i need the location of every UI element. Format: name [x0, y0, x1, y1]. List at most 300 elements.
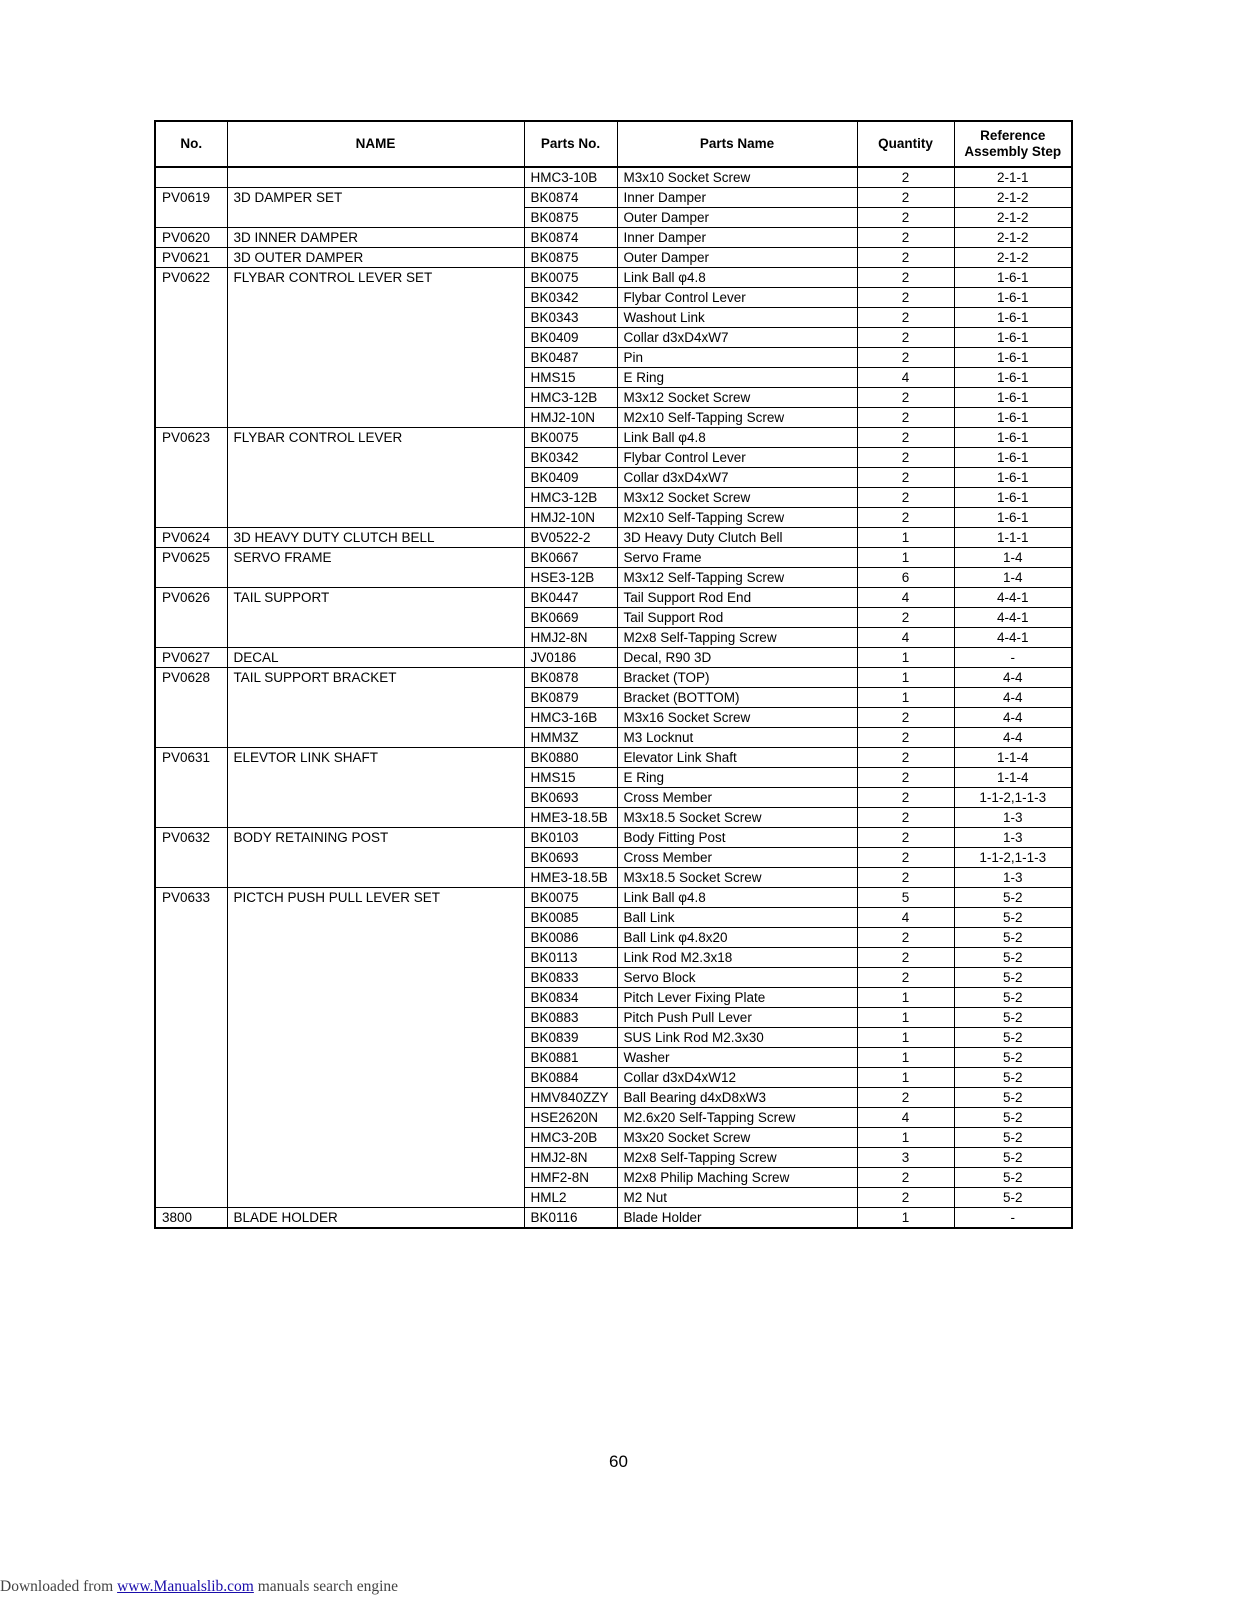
- cell-partno: HMS15: [524, 768, 617, 788]
- cell-partno: BK0880: [524, 748, 617, 768]
- cell-qty: 4: [857, 1108, 954, 1128]
- cell-partname: Link Ball φ4.8: [617, 268, 857, 288]
- cell-ref: 5-2: [954, 1068, 1072, 1088]
- table-row: [155, 808, 1072, 828]
- cell-no: [155, 928, 227, 948]
- cell-name: [227, 1088, 524, 1108]
- cell-qty: 2: [857, 448, 954, 468]
- cell-partno: HMC3-10B: [524, 167, 617, 188]
- table-body: [155, 167, 1072, 1228]
- cell-no: [155, 968, 227, 988]
- cell-name: [227, 388, 524, 408]
- table-row: [155, 228, 1072, 248]
- footer-prefix: Downloaded from: [0, 1578, 118, 1595]
- cell-partname: M3x12 Self-Tapping Screw: [617, 568, 857, 588]
- table-row: [155, 548, 1072, 568]
- cell-ref: 1-3: [954, 868, 1072, 888]
- footer: [0, 1578, 398, 1596]
- table-row: [155, 288, 1072, 308]
- cell-no: [155, 167, 227, 188]
- cell-partno: HME3-18.5B: [524, 808, 617, 828]
- cell-partname: Elevator Link Shaft: [617, 748, 857, 768]
- table-row: [155, 1048, 1072, 1068]
- cell-partname: Link Rod M2.3x18: [617, 948, 857, 968]
- cell-no: PV0633: [155, 888, 227, 908]
- cell-ref: -: [954, 1208, 1072, 1229]
- cell-ref: 1-1-2,1-1-3: [954, 848, 1072, 868]
- cell-no: [155, 1108, 227, 1128]
- cell-partno: BK0116: [524, 1208, 617, 1229]
- cell-qty: 2: [857, 228, 954, 248]
- cell-no: [155, 788, 227, 808]
- cell-name: [227, 468, 524, 488]
- cell-partname: M3x12 Socket Screw: [617, 488, 857, 508]
- cell-no: PV0620: [155, 228, 227, 248]
- cell-ref: 2-1-2: [954, 208, 1072, 228]
- table-row: [155, 348, 1072, 368]
- cell-qty: 5: [857, 888, 954, 908]
- cell-no: [155, 808, 227, 828]
- cell-partname: Blade Holder: [617, 1208, 857, 1229]
- cell-ref: 1-6-1: [954, 428, 1072, 448]
- cell-partno: HML2: [524, 1188, 617, 1208]
- cell-qty: 2: [857, 328, 954, 348]
- cell-partname: Flybar Control Lever: [617, 448, 857, 468]
- table-row: [155, 688, 1072, 708]
- parts-table: [154, 120, 1073, 1229]
- cell-partno: JV0186: [524, 648, 617, 668]
- cell-ref: 1-6-1: [954, 368, 1072, 388]
- cell-no: [155, 488, 227, 508]
- cell-ref: 2-1-2: [954, 248, 1072, 268]
- cell-partname: SUS Link Rod M2.3x30: [617, 1028, 857, 1048]
- cell-name: [227, 808, 524, 828]
- cell-partno: HMC3-12B: [524, 388, 617, 408]
- cell-no: [155, 1148, 227, 1168]
- cell-partno: HMC3-12B: [524, 488, 617, 508]
- cell-qty: 1: [857, 1008, 954, 1028]
- cell-ref: 1-6-1: [954, 268, 1072, 288]
- cell-name: 3D INNER DAMPER: [227, 228, 524, 248]
- cell-no: PV0626: [155, 588, 227, 608]
- cell-partno: BK0884: [524, 1068, 617, 1088]
- table-row: [155, 568, 1072, 588]
- cell-partname: Servo Frame: [617, 548, 857, 568]
- cell-qty: 2: [857, 808, 954, 828]
- cell-partname: M3x10 Socket Screw: [617, 167, 857, 188]
- table-row: [155, 528, 1072, 548]
- cell-no: [155, 448, 227, 468]
- cell-no: [155, 508, 227, 528]
- cell-no: PV0619: [155, 188, 227, 208]
- cell-name: [227, 608, 524, 628]
- cell-qty: 2: [857, 768, 954, 788]
- cell-partno: HMJ2-8N: [524, 1148, 617, 1168]
- cell-name: TAIL SUPPORT BRACKET: [227, 668, 524, 688]
- cell-name: [227, 1068, 524, 1088]
- table-row: [155, 308, 1072, 328]
- cell-ref: 1-3: [954, 828, 1072, 848]
- table-row: [155, 648, 1072, 668]
- cell-ref: 5-2: [954, 1028, 1072, 1048]
- cell-ref: 5-2: [954, 908, 1072, 928]
- table-row: [155, 608, 1072, 628]
- cell-name: [227, 1188, 524, 1208]
- table-row: [155, 328, 1072, 348]
- cell-partname: M2 Nut: [617, 1188, 857, 1208]
- table-row: [155, 828, 1072, 848]
- cell-partno: HMC3-16B: [524, 708, 617, 728]
- cell-qty: 1: [857, 548, 954, 568]
- cell-qty: 1: [857, 988, 954, 1008]
- cell-partno: BK0874: [524, 188, 617, 208]
- manualslib-link[interactable]: www.Manualslib.com: [117, 1578, 254, 1595]
- table-row: [155, 668, 1072, 688]
- cell-no: [155, 628, 227, 648]
- cell-no: [155, 768, 227, 788]
- cell-partno: BK0875: [524, 248, 617, 268]
- cell-ref: 2-1-2: [954, 188, 1072, 208]
- cell-name: BODY RETAINING POST: [227, 828, 524, 848]
- cell-partno: BK0693: [524, 788, 617, 808]
- table-row: [155, 488, 1072, 508]
- cell-no: PV0621: [155, 248, 227, 268]
- cell-no: [155, 1188, 227, 1208]
- cell-name: [227, 1028, 524, 1048]
- cell-no: [155, 328, 227, 348]
- cell-partno: BK0075: [524, 428, 617, 448]
- cell-ref: 1-1-2,1-1-3: [954, 788, 1072, 808]
- table-row: [155, 788, 1072, 808]
- cell-partno: BK0409: [524, 328, 617, 348]
- cell-name: BLADE HOLDER: [227, 1208, 524, 1229]
- cell-ref: 4-4: [954, 708, 1072, 728]
- cell-ref: 5-2: [954, 1148, 1072, 1168]
- cell-ref: 1-1-4: [954, 748, 1072, 768]
- cell-partname: E Ring: [617, 368, 857, 388]
- cell-partno: BK0874: [524, 228, 617, 248]
- cell-ref: 5-2: [954, 948, 1072, 968]
- cell-name: [227, 768, 524, 788]
- cell-qty: 1: [857, 1068, 954, 1088]
- cell-name: 3D DAMPER SET: [227, 188, 524, 208]
- cell-partno: HMF2-8N: [524, 1168, 617, 1188]
- cell-partno: HSE2620N: [524, 1108, 617, 1128]
- cell-partno: BK0881: [524, 1048, 617, 1068]
- cell-qty: 2: [857, 508, 954, 528]
- cell-no: [155, 348, 227, 368]
- cell-no: [155, 388, 227, 408]
- cell-partname: Link Ball φ4.8: [617, 888, 857, 908]
- cell-name: [227, 348, 524, 368]
- cell-qty: 2: [857, 1168, 954, 1188]
- cell-no: PV0623: [155, 428, 227, 448]
- cell-qty: 1: [857, 668, 954, 688]
- cell-qty: 2: [857, 848, 954, 868]
- cell-name: DECAL: [227, 648, 524, 668]
- cell-qty: 2: [857, 268, 954, 288]
- cell-name: FLYBAR CONTROL LEVER SET: [227, 268, 524, 288]
- cell-no: PV0632: [155, 828, 227, 848]
- cell-partno: BK0409: [524, 468, 617, 488]
- cell-ref: 1-6-1: [954, 308, 1072, 328]
- cell-name: [227, 628, 524, 648]
- cell-name: [227, 728, 524, 748]
- cell-partname: Tail Support Rod: [617, 608, 857, 628]
- cell-qty: 2: [857, 608, 954, 628]
- cell-partname: M2x8 Self-Tapping Screw: [617, 1148, 857, 1168]
- cell-ref: 1-6-1: [954, 508, 1072, 528]
- table-row: [155, 768, 1072, 788]
- cell-partno: HMJ2-10N: [524, 408, 617, 428]
- cell-no: [155, 608, 227, 628]
- cell-ref: 1-6-1: [954, 448, 1072, 468]
- table-row: [155, 988, 1072, 1008]
- cell-partname: Bracket (BOTTOM): [617, 688, 857, 708]
- cell-name: [227, 1128, 524, 1148]
- cell-partname: Servo Block: [617, 968, 857, 988]
- cell-partno: HMC3-20B: [524, 1128, 617, 1148]
- table-row: [155, 188, 1072, 208]
- cell-partname: M3x18.5 Socket Screw: [617, 808, 857, 828]
- cell-no: PV0631: [155, 748, 227, 768]
- cell-qty: 1: [857, 648, 954, 668]
- table-row: [155, 468, 1072, 488]
- cell-partname: Flybar Control Lever: [617, 288, 857, 308]
- cell-ref: 5-2: [954, 1168, 1072, 1188]
- table-row: [155, 1128, 1072, 1148]
- cell-ref: 1-6-1: [954, 328, 1072, 348]
- cell-qty: 2: [857, 968, 954, 988]
- table-row: [155, 1168, 1072, 1188]
- table-row: [155, 1008, 1072, 1028]
- cell-partno: BK0085: [524, 908, 617, 928]
- header-quantity: Quantity: [857, 121, 954, 167]
- cell-no: [155, 848, 227, 868]
- cell-partname: E Ring: [617, 768, 857, 788]
- cell-name: [227, 288, 524, 308]
- cell-partname: M2x8 Philip Maching Screw: [617, 1168, 857, 1188]
- cell-ref: 1-6-1: [954, 348, 1072, 368]
- cell-qty: 2: [857, 1188, 954, 1208]
- table-row: [155, 908, 1072, 928]
- table-row: [155, 1188, 1072, 1208]
- footer-suffix: manuals search engine: [253, 1578, 399, 1595]
- cell-partno: BK0342: [524, 288, 617, 308]
- cell-partno: HMJ2-8N: [524, 628, 617, 648]
- cell-ref: 5-2: [954, 1008, 1072, 1028]
- cell-no: [155, 1128, 227, 1148]
- cell-name: [227, 708, 524, 728]
- cell-partname: Decal, R90 3D: [617, 648, 857, 668]
- header-reference-line1: Reference: [980, 128, 1046, 143]
- cell-partno: BK0669: [524, 608, 617, 628]
- cell-partname: M3x18.5 Socket Screw: [617, 868, 857, 888]
- cell-partno: BK0342: [524, 448, 617, 468]
- cell-partname: Collar d3xD4xW7: [617, 328, 857, 348]
- cell-partno: BK0693: [524, 848, 617, 868]
- cell-qty: 2: [857, 788, 954, 808]
- table-row: [155, 628, 1072, 648]
- cell-name: FLYBAR CONTROL LEVER: [227, 428, 524, 448]
- cell-partname: Body Fitting Post: [617, 828, 857, 848]
- cell-partname: M3x12 Socket Screw: [617, 388, 857, 408]
- cell-ref: 4-4: [954, 668, 1072, 688]
- cell-partno: HSE3-12B: [524, 568, 617, 588]
- cell-qty: 4: [857, 908, 954, 928]
- cell-partno: BK0834: [524, 988, 617, 1008]
- cell-partno: HME3-18.5B: [524, 868, 617, 888]
- cell-ref: 4-4-1: [954, 588, 1072, 608]
- table-row: [155, 748, 1072, 768]
- cell-no: [155, 288, 227, 308]
- cell-partname: Outer Damper: [617, 208, 857, 228]
- cell-partname: Cross Member: [617, 848, 857, 868]
- cell-ref: -: [954, 648, 1072, 668]
- cell-no: [155, 1028, 227, 1048]
- cell-partname: M2.6x20 Self-Tapping Screw: [617, 1108, 857, 1128]
- table-row: [155, 868, 1072, 888]
- cell-no: [155, 468, 227, 488]
- cell-partno: BK0878: [524, 668, 617, 688]
- cell-qty: 2: [857, 408, 954, 428]
- cell-no: [155, 208, 227, 228]
- cell-no: PV0624: [155, 528, 227, 548]
- cell-partname: Ball Bearing d4xD8xW3: [617, 1088, 857, 1108]
- cell-qty: 1: [857, 1208, 954, 1229]
- cell-no: PV0628: [155, 668, 227, 688]
- cell-no: [155, 1168, 227, 1188]
- table-row: [155, 1088, 1072, 1108]
- cell-qty: 2: [857, 728, 954, 748]
- cell-qty: 2: [857, 428, 954, 448]
- cell-ref: 4-4: [954, 688, 1072, 708]
- table-row: [155, 167, 1072, 188]
- cell-no: [155, 308, 227, 328]
- cell-ref: 1-6-1: [954, 288, 1072, 308]
- cell-name: [227, 568, 524, 588]
- cell-no: [155, 728, 227, 748]
- cell-partname: M3 Locknut: [617, 728, 857, 748]
- header-name: NAME: [227, 121, 524, 167]
- cell-qty: 2: [857, 288, 954, 308]
- cell-name: [227, 328, 524, 348]
- cell-qty: 4: [857, 588, 954, 608]
- cell-partno: BK0879: [524, 688, 617, 708]
- cell-partname: M3x20 Socket Screw: [617, 1128, 857, 1148]
- cell-partname: Collar d3xD4xW12: [617, 1068, 857, 1088]
- cell-qty: 2: [857, 828, 954, 848]
- cell-ref: 2-1-1: [954, 167, 1072, 188]
- cell-qty: 2: [857, 388, 954, 408]
- cell-no: [155, 1008, 227, 1028]
- table-row: [155, 448, 1072, 468]
- cell-ref: 1-6-1: [954, 468, 1072, 488]
- cell-no: [155, 708, 227, 728]
- table-row: [155, 1068, 1072, 1088]
- cell-no: PV0627: [155, 648, 227, 668]
- cell-qty: 2: [857, 868, 954, 888]
- header-no: No.: [155, 121, 227, 167]
- cell-partname: Outer Damper: [617, 248, 857, 268]
- cell-partno: BK0447: [524, 588, 617, 608]
- cell-name: [227, 788, 524, 808]
- cell-name: [227, 908, 524, 928]
- cell-name: [227, 1048, 524, 1068]
- cell-partno: BK0487: [524, 348, 617, 368]
- cell-name: [227, 948, 524, 968]
- cell-ref: 1-1-1: [954, 528, 1072, 548]
- cell-partno: BK0075: [524, 888, 617, 908]
- cell-name: 3D OUTER DAMPER: [227, 248, 524, 268]
- header-parts-name: Parts Name: [617, 121, 857, 167]
- cell-ref: 5-2: [954, 1108, 1072, 1128]
- cell-partno: HMM3Z: [524, 728, 617, 748]
- table-row: [155, 588, 1072, 608]
- cell-qty: 2: [857, 248, 954, 268]
- cell-partname: Pin: [617, 348, 857, 368]
- cell-qty: 3: [857, 1148, 954, 1168]
- cell-ref: 5-2: [954, 968, 1072, 988]
- table-row: [155, 368, 1072, 388]
- table-row: [155, 888, 1072, 908]
- table-row: [155, 848, 1072, 868]
- cell-qty: 1: [857, 688, 954, 708]
- cell-qty: 4: [857, 628, 954, 648]
- cell-qty: 2: [857, 488, 954, 508]
- cell-ref: 4-4-1: [954, 608, 1072, 628]
- cell-name: [227, 208, 524, 228]
- cell-name: [227, 368, 524, 388]
- cell-no: [155, 368, 227, 388]
- cell-name: 3D HEAVY DUTY CLUTCH BELL: [227, 528, 524, 548]
- cell-name: [227, 688, 524, 708]
- cell-partno: HMJ2-10N: [524, 508, 617, 528]
- cell-ref: 5-2: [954, 888, 1072, 908]
- cell-partname: M2x10 Self-Tapping Screw: [617, 408, 857, 428]
- cell-qty: 1: [857, 1048, 954, 1068]
- cell-partno: BK0833: [524, 968, 617, 988]
- table-row: [155, 248, 1072, 268]
- cell-partno: BK0883: [524, 1008, 617, 1028]
- cell-qty: 2: [857, 1088, 954, 1108]
- table-row: [155, 1148, 1072, 1168]
- cell-ref: 1-4: [954, 548, 1072, 568]
- cell-qty: 1: [857, 528, 954, 548]
- cell-name: [227, 928, 524, 948]
- cell-ref: 1-6-1: [954, 388, 1072, 408]
- table-row: [155, 1028, 1072, 1048]
- cell-partname: Washer: [617, 1048, 857, 1068]
- cell-name: [227, 508, 524, 528]
- cell-partno: HMS15: [524, 368, 617, 388]
- table-row: [155, 948, 1072, 968]
- table-row: [155, 728, 1072, 748]
- cell-partname: Pitch Push Pull Lever: [617, 1008, 857, 1028]
- cell-no: [155, 1088, 227, 1108]
- header-reference-line2: Assembly Step: [964, 144, 1062, 159]
- cell-name: PICTCH PUSH PULL LEVER SET: [227, 888, 524, 908]
- table-row: [155, 708, 1072, 728]
- cell-partname: Tail Support Rod End: [617, 588, 857, 608]
- cell-name: TAIL SUPPORT: [227, 588, 524, 608]
- cell-qty: 2: [857, 748, 954, 768]
- table-row: [155, 268, 1072, 288]
- cell-partname: 3D Heavy Duty Clutch Bell: [617, 528, 857, 548]
- cell-ref: 4-4: [954, 728, 1072, 748]
- cell-ref: 1-1-4: [954, 768, 1072, 788]
- cell-partno: BK0103: [524, 828, 617, 848]
